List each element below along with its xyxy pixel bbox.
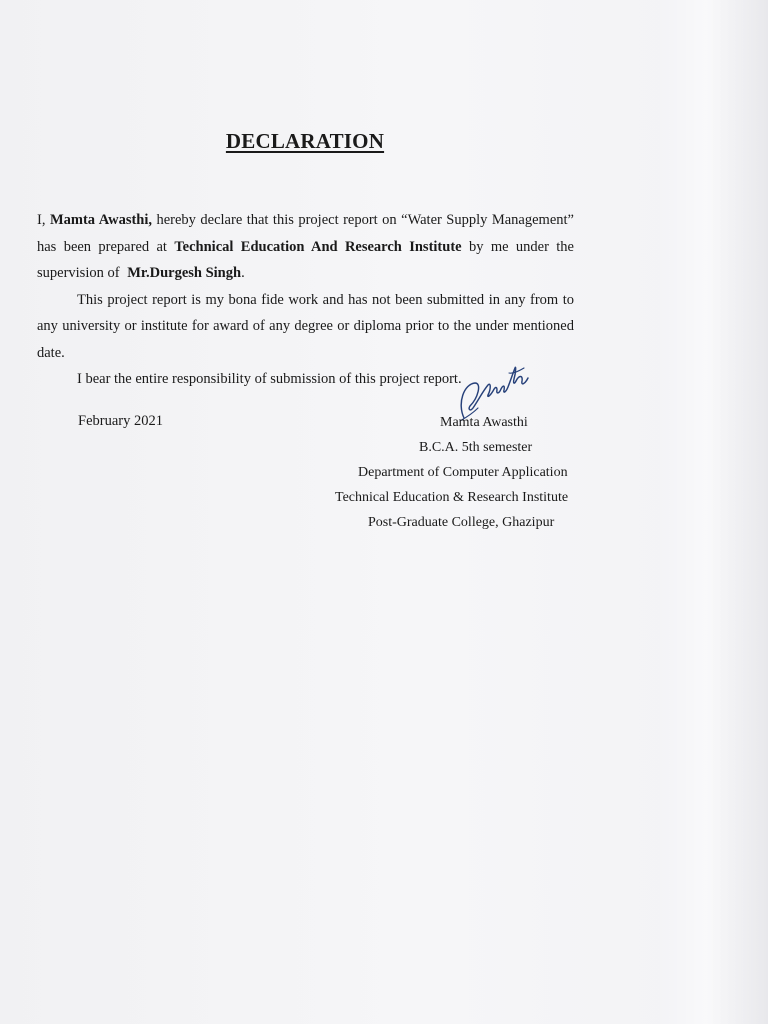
institute-name: Technical Education And Research Institute (174, 238, 462, 255)
declaration-paragraph-1 (37, 207, 574, 287)
paragraph-1-prefix: I, (37, 212, 50, 228)
declaration-date: February 2021 (78, 413, 163, 429)
declaration-paragraph-2: This project report is my bona fide work and has not been submitted in any from to any university or institute for award of any degree or diploma prior to the under mentioned date. (37, 291, 574, 361)
declaration-paragraph-3: I bear the entire responsibility of submission of this project report. (77, 371, 462, 387)
signatory-department: Department of Computer Application (358, 465, 568, 480)
declarant-name: Mamta Awasthi, (49, 212, 153, 228)
paragraph-1-middle: hereby declare that this project report on “Water Supply Management” has been prepared at (37, 212, 574, 255)
signatory-institute: Technical Education & Research Institute (335, 490, 569, 505)
paragraph-1-end: . (241, 265, 245, 281)
supervisor-name: Mr.Durgesh Singh (127, 265, 242, 281)
signature-block (320, 410, 580, 535)
page-edge-shadow (656, 0, 768, 1024)
signatory-name: Mamta Awasthi (440, 415, 528, 430)
signatory-college: Post-Graduate College, Ghazipur (368, 515, 555, 530)
signatory-course: B.C.A. 5th semester (419, 440, 533, 455)
paragraph-1-after: by me under the supervision of (37, 238, 574, 281)
page-title: DECLARATION (225, 129, 385, 153)
